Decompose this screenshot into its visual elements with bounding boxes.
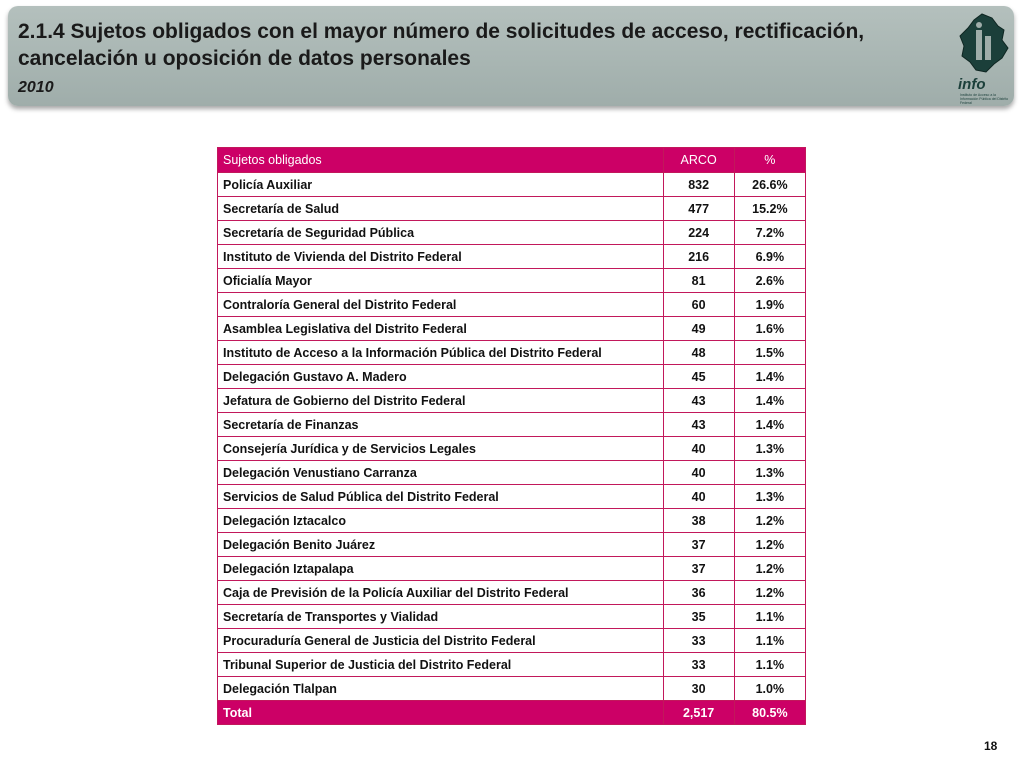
cell-sujeto: Delegación Iztapalapa xyxy=(218,557,664,581)
cell-sujeto: Secretaría de Transportes y Vialidad xyxy=(218,605,664,629)
table-row xyxy=(218,365,806,389)
page-title: 2.1.4 Sujetos obligados con el mayor número de solicitudes de acceso, rectificación, cancelación u oposición de datos personales xyxy=(18,20,865,70)
cell-percent: 7.2% xyxy=(734,221,805,245)
cell-percent: 1.3% xyxy=(734,485,805,509)
cell-arco: 33 xyxy=(663,653,734,677)
cell-percent: 1.1% xyxy=(734,605,805,629)
logo-text: info xyxy=(958,76,986,93)
cell-sujeto: Secretaría de Seguridad Pública xyxy=(218,221,664,245)
total-row xyxy=(218,701,806,725)
cell-arco: 48 xyxy=(663,341,734,365)
table-row xyxy=(218,629,806,653)
cell-arco: 36 xyxy=(663,581,734,605)
cell-arco: 224 xyxy=(663,221,734,245)
cell-percent: 2.6% xyxy=(734,269,805,293)
column-header-percent: % xyxy=(734,148,805,173)
cell-arco: 35 xyxy=(663,605,734,629)
cell-sujeto: Tribunal Superior de Justicia del Distrito Federal xyxy=(218,653,664,677)
cell-sujeto: Servicios de Salud Pública del Distrito Federal xyxy=(218,485,664,509)
table-row xyxy=(218,269,806,293)
cell-sujeto: Consejería Jurídica y de Servicios Legales xyxy=(218,437,664,461)
table-row xyxy=(218,317,806,341)
cell-percent: 1.4% xyxy=(734,389,805,413)
info-logo xyxy=(952,12,1016,104)
table-row xyxy=(218,173,806,197)
table-row xyxy=(218,197,806,221)
table-row xyxy=(218,533,806,557)
column-header-sujetos: Sujetos obligados xyxy=(218,148,664,173)
cell-percent: 26.6% xyxy=(734,173,805,197)
map-logo-icon xyxy=(952,12,1016,76)
cell-percent: 6.9% xyxy=(734,245,805,269)
cell-arco: 30 xyxy=(663,677,734,701)
cell-sujeto: Procuraduría General de Justicia del Distrito Federal xyxy=(218,629,664,653)
cell-sujeto: Instituto de Acceso a la Información Pública del Distrito Federal xyxy=(218,341,664,365)
table-row xyxy=(218,509,806,533)
cell-sujeto: Contraloría General del Distrito Federal xyxy=(218,293,664,317)
cell-percent: 1.2% xyxy=(734,581,805,605)
cell-arco: 37 xyxy=(663,557,734,581)
cell-percent: 1.3% xyxy=(734,461,805,485)
table-row xyxy=(218,461,806,485)
logo-subtext: Instituto de Acceso a la Información Pública del Distrito Federal xyxy=(960,93,1009,105)
cell-arco: 40 xyxy=(663,437,734,461)
page-subtitle-year: 2010 xyxy=(18,79,54,96)
page-number: 18 xyxy=(984,739,998,753)
cell-percent: 1.1% xyxy=(734,653,805,677)
cell-sujeto: Policía Auxiliar xyxy=(218,173,664,197)
cell-arco: 216 xyxy=(663,245,734,269)
cell-arco: 37 xyxy=(663,533,734,557)
cell-arco: 477 xyxy=(663,197,734,221)
cell-sujeto: Oficialía Mayor xyxy=(218,269,664,293)
cell-percent: 1.2% xyxy=(734,557,805,581)
slide-header xyxy=(8,6,1014,106)
total-label: Total xyxy=(218,701,664,725)
cell-sujeto: Delegación Iztacalco xyxy=(218,509,664,533)
cell-arco: 832 xyxy=(663,173,734,197)
table-row xyxy=(218,605,806,629)
table-row xyxy=(218,581,806,605)
table-row xyxy=(218,245,806,269)
arco-table xyxy=(217,147,806,725)
cell-sujeto: Secretaría de Salud xyxy=(218,197,664,221)
cell-percent: 1.1% xyxy=(734,629,805,653)
cell-arco: 38 xyxy=(663,509,734,533)
cell-percent: 1.5% xyxy=(734,341,805,365)
table-row xyxy=(218,293,806,317)
cell-arco: 49 xyxy=(663,317,734,341)
table-row xyxy=(218,221,806,245)
cell-percent: 1.6% xyxy=(734,317,805,341)
cell-percent: 1.9% xyxy=(734,293,805,317)
cell-percent: 1.0% xyxy=(734,677,805,701)
cell-sujeto: Secretaría de Finanzas xyxy=(218,413,664,437)
total-arco: 2,517 xyxy=(663,701,734,725)
total-percent: 80.5% xyxy=(734,701,805,725)
cell-percent: 1.4% xyxy=(734,365,805,389)
table-row xyxy=(218,677,806,701)
table-row xyxy=(218,413,806,437)
cell-sujeto: Delegación Gustavo A. Madero xyxy=(218,365,664,389)
column-header-arco: ARCO xyxy=(663,148,734,173)
table-row xyxy=(218,557,806,581)
cell-percent: 15.2% xyxy=(734,197,805,221)
cell-arco: 40 xyxy=(663,461,734,485)
cell-percent: 1.2% xyxy=(734,533,805,557)
table-header-row xyxy=(218,148,806,173)
cell-arco: 43 xyxy=(663,413,734,437)
table-row xyxy=(218,341,806,365)
cell-sujeto: Delegación Tlalpan xyxy=(218,677,664,701)
cell-arco: 60 xyxy=(663,293,734,317)
cell-percent: 1.4% xyxy=(734,413,805,437)
cell-percent: 1.3% xyxy=(734,437,805,461)
cell-arco: 40 xyxy=(663,485,734,509)
cell-sujeto: Delegación Benito Juárez xyxy=(218,533,664,557)
table-row xyxy=(218,653,806,677)
cell-sujeto: Asamblea Legislativa del Distrito Federal xyxy=(218,317,664,341)
cell-sujeto: Caja de Previsión de la Policía Auxiliar del Distrito Federal xyxy=(218,581,664,605)
cell-arco: 81 xyxy=(663,269,734,293)
table-body xyxy=(218,173,806,701)
cell-percent: 1.2% xyxy=(734,509,805,533)
table-row xyxy=(218,389,806,413)
cell-arco: 43 xyxy=(663,389,734,413)
cell-arco: 33 xyxy=(663,629,734,653)
cell-arco: 45 xyxy=(663,365,734,389)
table-row xyxy=(218,485,806,509)
cell-sujeto: Instituto de Vivienda del Distrito Federal xyxy=(218,245,664,269)
cell-sujeto: Delegación Venustiano Carranza xyxy=(218,461,664,485)
cell-sujeto: Jefatura de Gobierno del Distrito Federal xyxy=(218,389,664,413)
table-row xyxy=(218,437,806,461)
